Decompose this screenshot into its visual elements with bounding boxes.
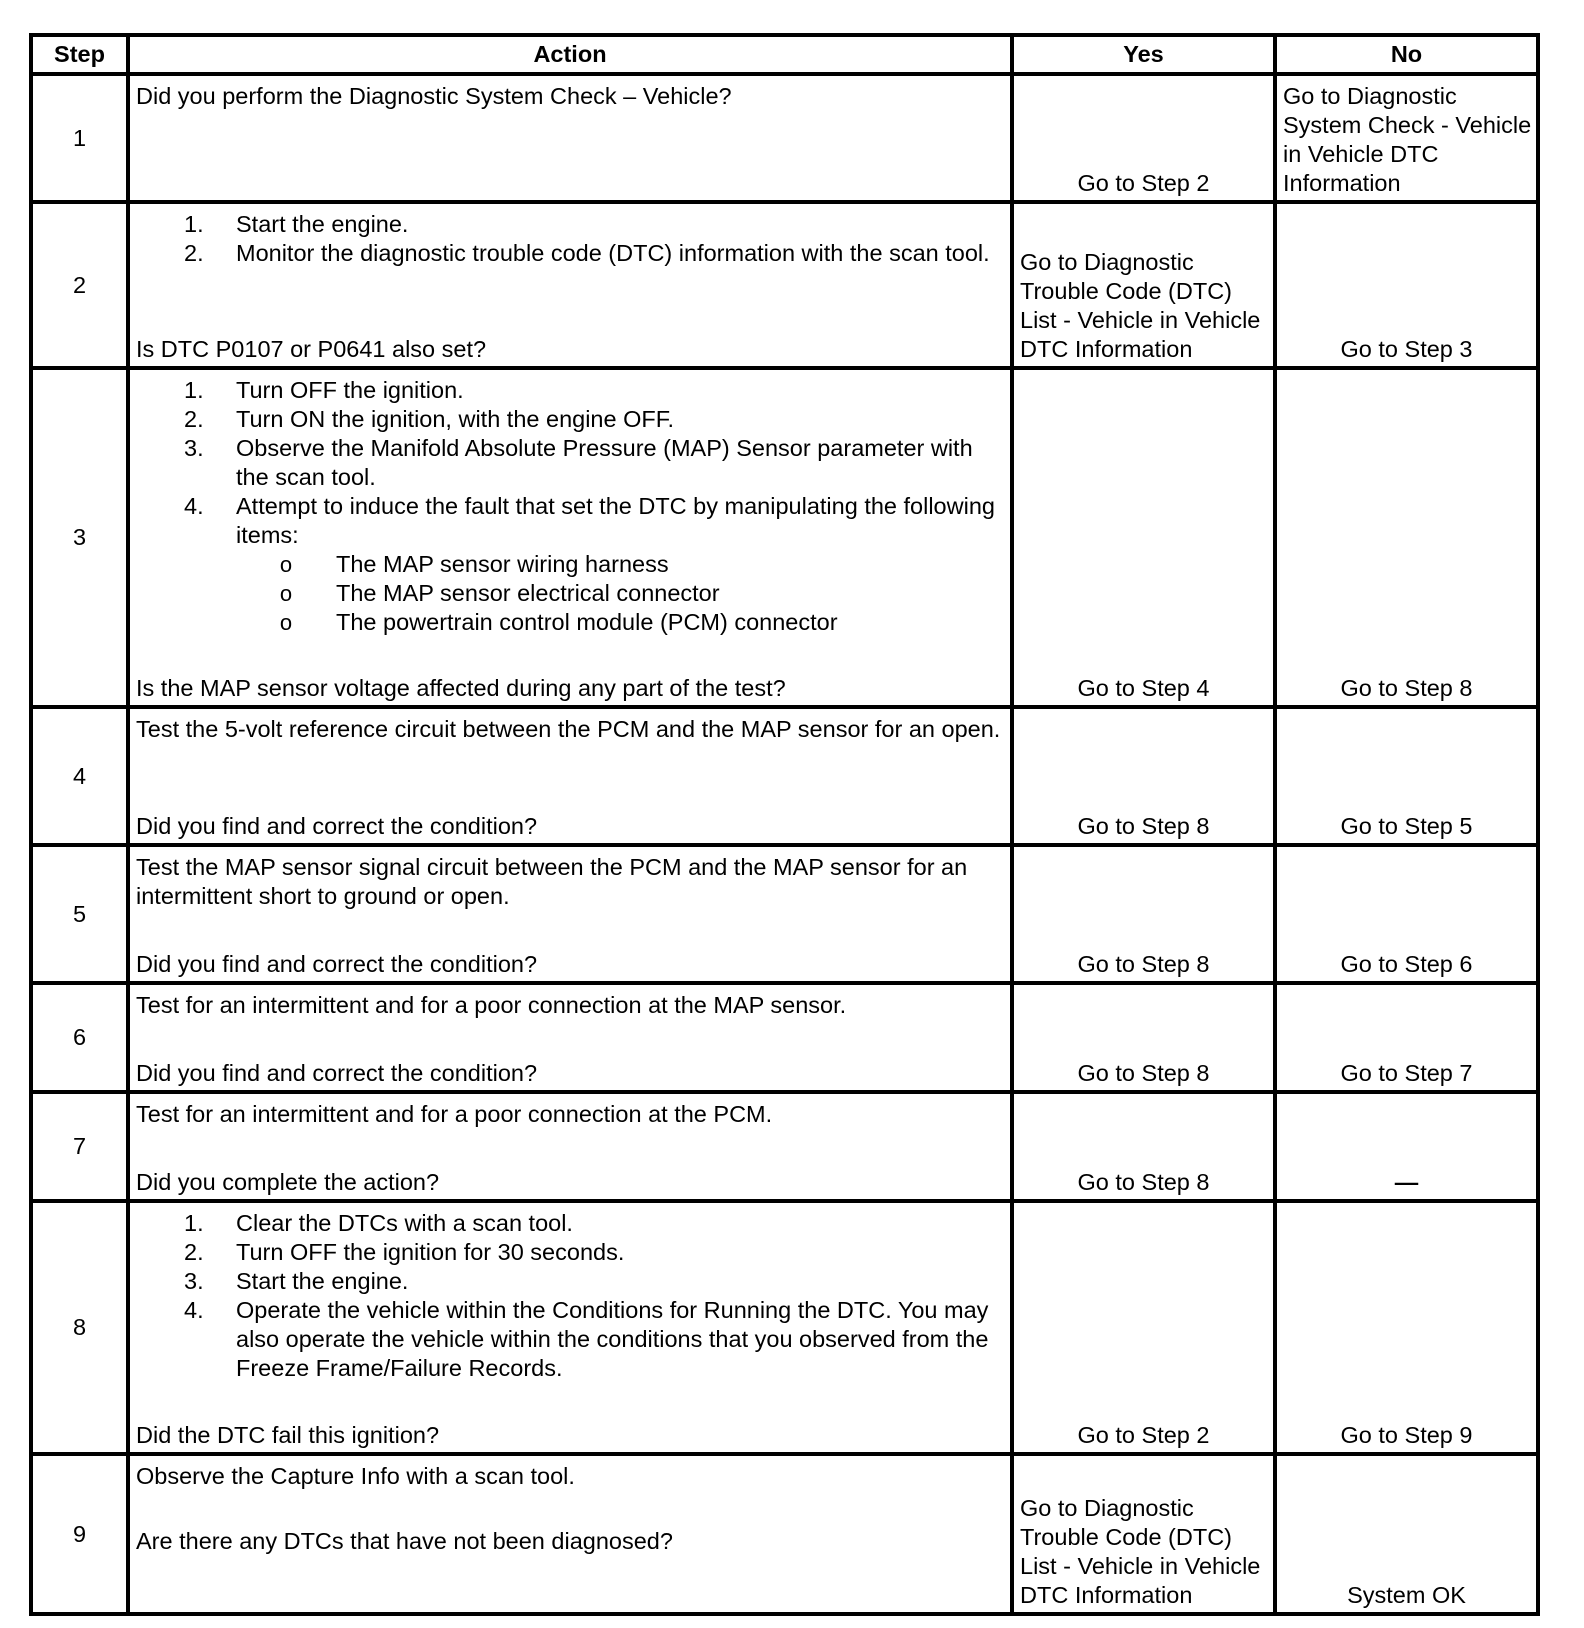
action-cell <box>128 1454 1012 1614</box>
step-number: 5 <box>31 845 128 983</box>
action-cell <box>128 202 1012 368</box>
no-result: Go to Step 9 <box>1340 1422 1473 1448</box>
list-item: 4. Operate the vehicle within the Conditions for Running the DTC. You may also operate the vehicle within the conditions that you observed from the Freeze Frame/Failure Records. <box>184 1297 989 1381</box>
action-cell <box>128 845 1012 983</box>
yes-result: Go to Step 2 <box>1077 170 1210 196</box>
list-item: 2. Monitor the diagnostic trouble code (DTC) information with the scan tool. <box>184 240 990 266</box>
yes-cell <box>1012 845 1275 983</box>
sub-list-item: o The powertrain control module (PCM) connector <box>236 608 1002 637</box>
list-item: 3. Observe the Manifold Absolute Pressure (MAP) Sensor parameter with the scan tool. <box>184 435 973 490</box>
list-item: 4. Attempt to induce the fault that set the DTC by manipulating the following items: o The MAP sensor wiring harness o The MAP sensor electrical connector o The powertrain control module (PCM) connector <box>136 492 1002 637</box>
action-text: Test the 5-volt reference circuit between the PCM and the MAP sensor for an open. <box>136 716 1001 742</box>
action-cell <box>128 1092 1012 1201</box>
yes-cell <box>1012 202 1275 368</box>
no-result: Go to Step 3 <box>1340 336 1473 362</box>
question-text: Did you find and correct the condition? <box>136 1060 538 1086</box>
header-step: Step <box>31 35 128 74</box>
list-item: 1. Clear the DTCs with a scan tool. <box>184 1210 573 1236</box>
yes-cell <box>1012 1201 1275 1454</box>
no-result: Go to Step 7 <box>1340 1060 1473 1086</box>
sub-list <box>236 550 1002 637</box>
bullet-icon: o <box>279 610 293 635</box>
yes-cell <box>1012 368 1275 707</box>
yes-result: Go to Step 2 <box>1077 1422 1210 1448</box>
list-item: 2. Turn OFF the ignition for 30 seconds. <box>184 1239 625 1265</box>
action-cell <box>128 368 1012 707</box>
sub-list-item: o The MAP sensor electrical connector <box>236 579 1002 608</box>
table-row <box>31 202 1538 368</box>
sub-list-item: o The MAP sensor wiring harness <box>236 550 1002 579</box>
yes-cell <box>1012 1092 1275 1201</box>
list-item: 1. Start the engine. <box>184 211 409 237</box>
yes-cell <box>1012 1454 1275 1614</box>
no-cell <box>1275 202 1538 368</box>
table-row <box>31 1092 1538 1201</box>
no-result: System OK <box>1347 1582 1466 1608</box>
question-text: Did the DTC fail this ignition? <box>136 1422 440 1448</box>
list-item: 1. Turn OFF the ignition. <box>184 377 464 403</box>
table-row <box>31 74 1538 202</box>
procedure-list <box>136 376 1002 637</box>
no-cell <box>1275 983 1538 1092</box>
step-number: 2 <box>31 202 128 368</box>
table-row <box>31 983 1538 1092</box>
step-number: 9 <box>31 1454 128 1614</box>
yes-result: Go to Diagnostic Trouble Code (DTC) List - Vehicle in Vehicle DTC Information <box>1020 249 1261 362</box>
step-number: 3 <box>31 368 128 707</box>
action-cell <box>128 983 1012 1092</box>
no-cell <box>1275 1092 1538 1201</box>
no-cell <box>1275 845 1538 983</box>
table-row <box>31 1454 1538 1614</box>
question-text: Is the MAP sensor voltage affected during any part of the test? <box>136 675 786 701</box>
table-row <box>31 845 1538 983</box>
yes-result: Go to Step 8 <box>1077 951 1210 977</box>
yes-result: Go to Step 4 <box>1077 675 1210 701</box>
no-result: — <box>1394 1169 1419 1195</box>
action-cell <box>128 1201 1012 1454</box>
header-no: No <box>1275 35 1538 74</box>
action-cell <box>128 707 1012 845</box>
step-number: 7 <box>31 1092 128 1201</box>
diagnostic-table <box>29 33 1540 1616</box>
table-row <box>31 1201 1538 1454</box>
header-action: Action <box>128 35 1012 74</box>
action-text: Test for an intermittent and for a poor connection at the MAP sensor. <box>136 992 847 1018</box>
question-text: Did you find and correct the condition? <box>136 813 538 839</box>
list-item: 2. Turn ON the ignition, with the engine OFF. <box>184 406 675 432</box>
step-number: 1 <box>31 74 128 202</box>
yes-result: Go to Step 8 <box>1077 813 1210 839</box>
procedure-list <box>136 1209 1002 1383</box>
no-result: Go to Diagnostic System Check - Vehicle in Vehicle DTC Information <box>1283 83 1532 196</box>
action-text: Test for an intermittent and for a poor connection at the PCM. <box>136 1101 773 1127</box>
bullet-icon: o <box>279 581 293 606</box>
header-row <box>31 35 1538 74</box>
question-text: Are there any DTCs that have not been diagnosed? <box>136 1528 673 1554</box>
step-number: 4 <box>31 707 128 845</box>
action-cell <box>128 74 1012 202</box>
no-result: Go to Step 6 <box>1340 951 1473 977</box>
step-number: 6 <box>31 983 128 1092</box>
header-yes: Yes <box>1012 35 1275 74</box>
no-result: Go to Step 5 <box>1340 813 1473 839</box>
table-row <box>31 707 1538 845</box>
no-cell <box>1275 707 1538 845</box>
yes-result: Go to Step 8 <box>1077 1060 1210 1086</box>
action-text: Test the MAP sensor signal circuit between the PCM and the MAP sensor for an intermittent short to ground or open. <box>136 854 968 909</box>
no-cell <box>1275 368 1538 707</box>
list-item: 3. Start the engine. <box>184 1268 409 1294</box>
step-number: 8 <box>31 1201 128 1454</box>
no-cell <box>1275 1201 1538 1454</box>
procedure-list <box>136 210 1002 268</box>
question-text: Did you complete the action? <box>136 1169 440 1195</box>
no-cell <box>1275 1454 1538 1614</box>
yes-result: Go to Step 8 <box>1077 1169 1210 1195</box>
question-text: Is DTC P0107 or P0641 also set? <box>136 336 487 362</box>
yes-cell <box>1012 707 1275 845</box>
bullet-icon: o <box>279 552 293 577</box>
yes-cell <box>1012 983 1275 1092</box>
no-cell <box>1275 74 1538 202</box>
action-text: Observe the Capture Info with a scan tool. <box>136 1463 575 1489</box>
question-text: Did you find and correct the condition? <box>136 951 538 977</box>
action-text: Did you perform the Diagnostic System Check – Vehicle? <box>136 83 732 109</box>
table-row <box>31 368 1538 707</box>
yes-cell <box>1012 74 1275 202</box>
no-result: Go to Step 8 <box>1340 675 1473 701</box>
yes-result: Go to Diagnostic Trouble Code (DTC) List - Vehicle in Vehicle DTC Information <box>1020 1495 1261 1608</box>
